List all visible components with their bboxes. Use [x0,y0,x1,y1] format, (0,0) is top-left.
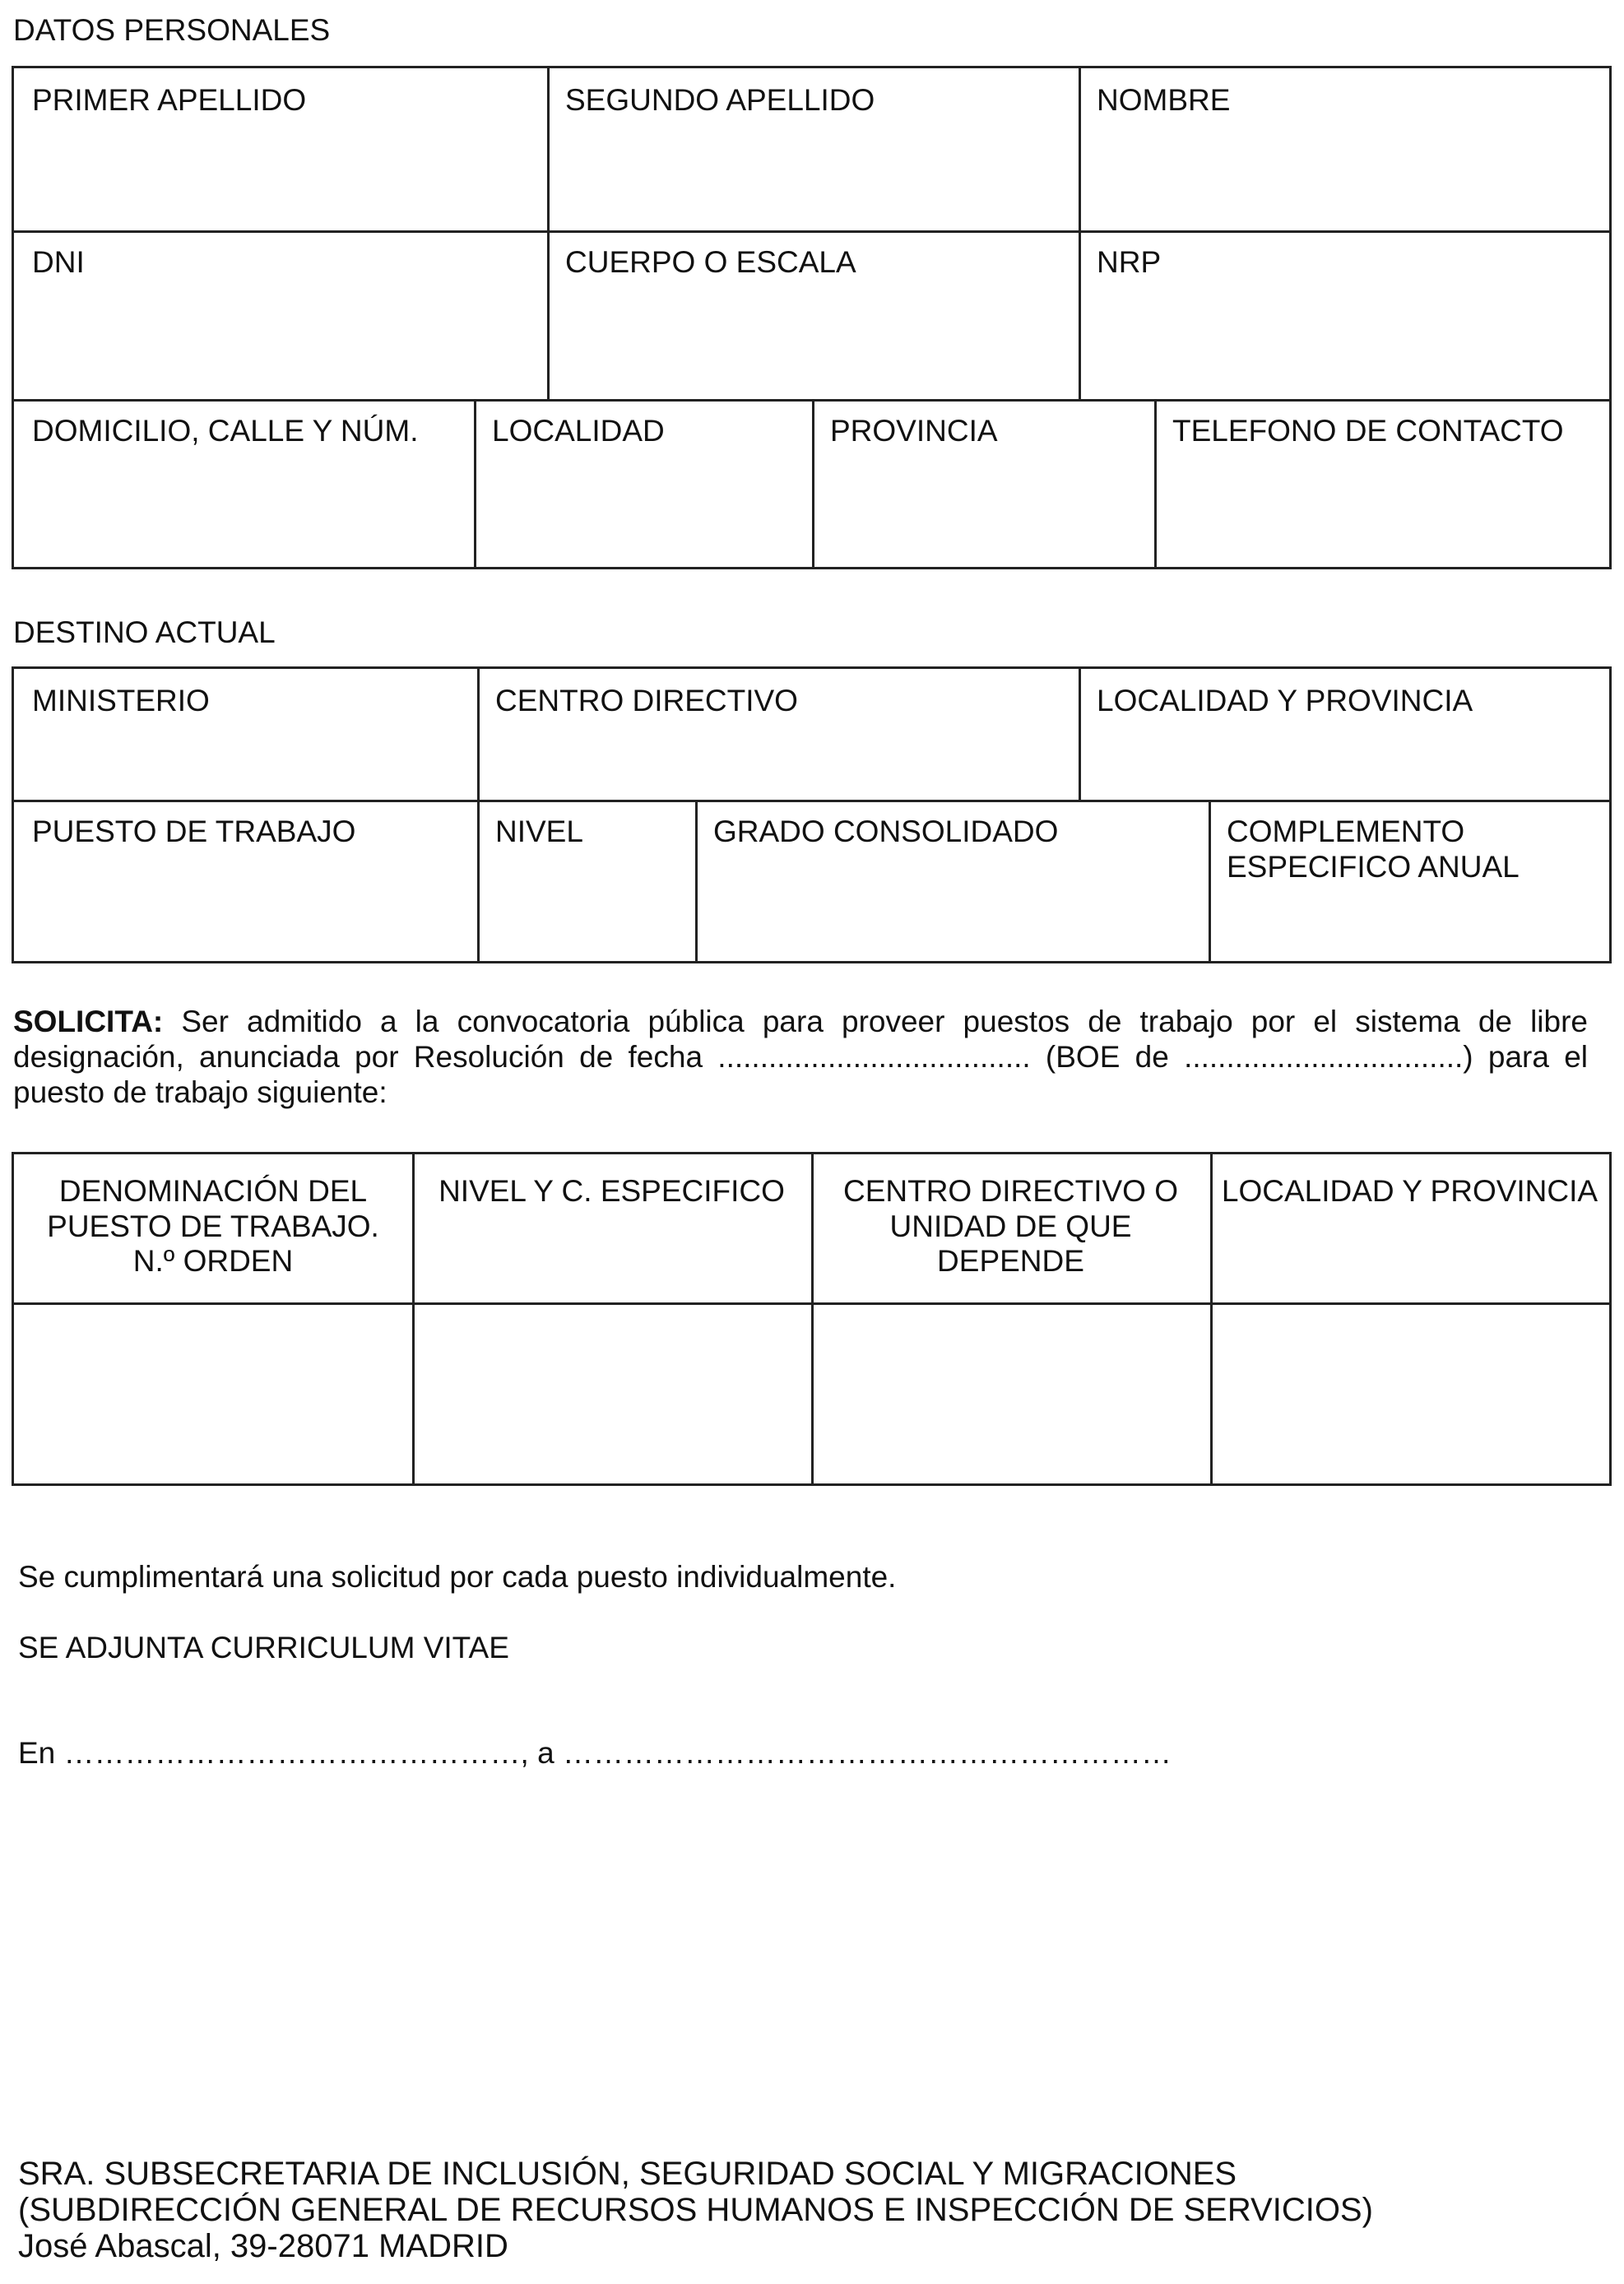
field-centro-directivo[interactable] [477,669,1079,800]
field-label: LOCALIDAD Y PROVINCIA [1097,684,1473,717]
field-label: CENTRO DIRECTIVO [495,684,798,717]
field-nrp[interactable] [1079,230,1609,399]
field-nombre[interactable] [1079,68,1609,230]
field-telefono[interactable] [1154,399,1609,567]
header-label: CENTRO DIRECTIVO O UNIDAD DE QUE DEPENDE [842,1174,1179,1279]
input-nivel-especifico[interactable] [412,1302,811,1483]
field-grado-consolidado[interactable] [695,800,1209,961]
requested-post-table [12,1152,1612,1486]
request-label: SOLICITA: [13,1005,164,1038]
field-complemento-especifico[interactable] [1209,800,1609,961]
field-label: PRIMER APELLIDO [32,83,307,117]
field-label: PUESTO DE TRABAJO [32,815,356,848]
field-label: SEGUNDO APELLIDO [565,83,875,117]
request-paragraph [13,1004,1588,1110]
personal-data-table [12,66,1612,569]
field-label: DNI [32,245,85,279]
header-denominacion [14,1154,412,1302]
individual-request-note: Se cumplimentará una solicitud por cada puesto individualmente. [18,1560,897,1594]
field-primer-apellido[interactable] [14,68,547,230]
input-centro-directivo[interactable] [811,1302,1210,1483]
field-label: GRADO CONSOLIDADO [713,815,1059,848]
field-ministerio[interactable] [14,669,477,800]
field-label: DOMICILIO, CALLE Y NÚM. [32,414,419,448]
header-centro-directivo [811,1154,1210,1302]
field-provincia[interactable] [812,399,1154,567]
addressee-line-1: SRA. SUBSECRETARIA DE INCLUSIÓN, SEGURIDAD SOCIAL Y MIGRACIONES [18,2156,1237,2192]
field-label: TELEFONO DE CONTACTO [1172,414,1564,448]
input-denominacion[interactable] [14,1302,412,1483]
field-localidad-provincia[interactable] [1079,669,1609,800]
field-localidad[interactable] [474,399,812,567]
field-label: NRP [1097,245,1162,279]
place-date-line[interactable]: En ………………………………………, a …………………………………………………… [18,1736,1172,1770]
field-cuerpo-escala[interactable] [547,230,1079,399]
field-dni[interactable] [14,230,547,399]
field-segundo-apellido[interactable] [547,68,1079,230]
field-label: MINISTERIO [32,684,210,717]
field-label: LOCALIDAD [492,414,665,448]
field-label: NIVEL [495,815,583,848]
header-label: DENOMINACIÓN DEL PUESTO DE TRABAJO. N.º ORDEN [47,1174,379,1279]
input-localidad-provincia[interactable] [1210,1302,1609,1483]
personal-data-title: DATOS PERSONALES [13,13,331,47]
field-nivel[interactable] [477,800,695,961]
field-label: PROVINCIA [830,414,998,448]
field-label: COMPLEMENTO ESPECIFICO ANUAL [1227,815,1520,884]
addressee-line-2: (SUBDIRECCIÓN GENERAL DE RECURSOS HUMANOS E INSPECCIÓN DE SERVICIOS) [18,2192,1373,2228]
field-label: CUERPO O ESCALA [565,245,856,279]
field-label: NOMBRE [1097,83,1231,117]
current-post-table [12,666,1612,963]
header-localidad-provincia [1210,1154,1609,1302]
curriculum-note: SE ADJUNTA CURRICULUM VITAE [18,1631,509,1664]
header-label: LOCALIDAD Y PROVINCIA [1221,1174,1598,1208]
field-puesto-trabajo[interactable] [14,800,477,961]
request-text: Ser admitido a la convocatoria pública para proveer puestos de trabajo por el sistema de libre designación, anunciada por Resolución de fecha ..................................... (BOE de .................................) para el puesto de trabajo siguiente: [13,1005,1588,1109]
header-nivel-especifico [412,1154,811,1302]
field-domicilio[interactable] [14,399,474,567]
addressee-block [18,2156,1373,2264]
addressee-address: José Abascal, 39-28071 MADRID [18,2228,508,2264]
header-label: NIVEL Y C. ESPECIFICO [438,1174,785,1208]
current-post-title: DESTINO ACTUAL [13,615,276,649]
